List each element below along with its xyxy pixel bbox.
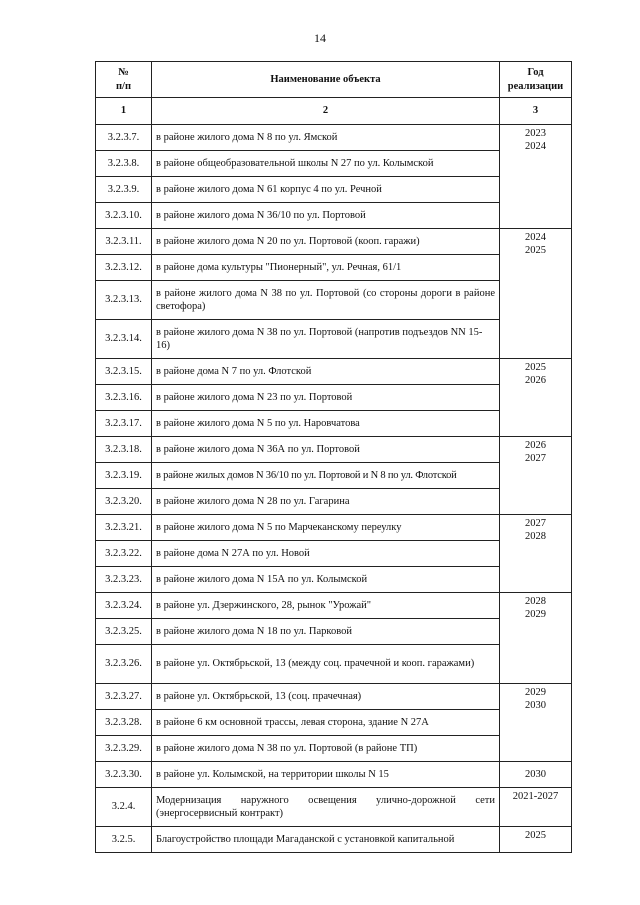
header-num: № п/п (96, 62, 152, 98)
object-name: в районе жилых домов N 36/10 по ул. Портовой и N 8 по ул. Флотской (152, 463, 500, 489)
row-number: 3.2.3.30. (96, 762, 152, 788)
object-name: в районе ул. Октябрьской, 13 (между соц. прачечной и кооп. гаражами) (152, 645, 500, 684)
object-name: в районе 6 км основной трассы, левая сторона, здание N 27А (152, 710, 500, 736)
table-row (96, 437, 572, 463)
year-value: 2028 (525, 531, 546, 543)
object-name: в районе жилого дома N 38 по ул. Портовой (напротив подъездов NN 15-16) (152, 320, 500, 359)
column-index: 3 (500, 98, 572, 125)
row-number: 3.2.3.16. (96, 385, 152, 411)
header-year: Год реализации (500, 62, 572, 98)
table-row (96, 515, 572, 541)
year-cell (500, 125, 572, 229)
year-cell (500, 788, 572, 827)
table-row (96, 229, 572, 255)
object-name: в районе жилого дома N 20 по ул. Портовой (кооп. гаражи) (152, 229, 500, 255)
objects-table (95, 61, 572, 853)
year-value: 2021-2027 (512, 791, 559, 802)
year-value: 2024 (525, 141, 546, 153)
year-value: 2030 (525, 768, 546, 780)
row-number: 3.2.3.9. (96, 177, 152, 203)
object-name: в районе общеобразовательной школы N 27 по ул. Колымской (152, 151, 500, 177)
row-number: 3.2.4. (96, 788, 152, 827)
object-name: в районе жилого дома N 38 по ул. Портовой (со стороны дороги в районе светофора) (152, 281, 500, 320)
object-name: в районе ул. Дзержинского, 28, рынок "Урожай" (152, 593, 500, 619)
year-value: 2025 (525, 245, 546, 257)
year-value: 2026 (525, 440, 546, 451)
year-value: 2023 (525, 128, 546, 139)
object-name: в районе дома культуры "Пионерный", ул. Речная, 61/1 (152, 255, 500, 281)
object-name: в районе жилого дома N 36А по ул. Портовой (152, 437, 500, 463)
row-number: 3.2.3.11. (96, 229, 152, 255)
row-number: 3.2.3.12. (96, 255, 152, 281)
year-cell (500, 684, 572, 762)
row-number: 3.2.3.19. (96, 463, 152, 489)
row-number: 3.2.3.8. (96, 151, 152, 177)
year-cell (500, 593, 572, 684)
table-row (96, 684, 572, 710)
year-cell (500, 229, 572, 359)
year-value: 2028 (525, 596, 546, 607)
year-value: 2029 (525, 609, 546, 621)
object-name: Благоустройство площади Магаданской с установкой капитальной (152, 827, 500, 853)
object-name: в районе жилого дома N 8 по ул. Ямской (152, 125, 500, 151)
object-name: в районе жилого дома N 36/10 по ул. Портовой (152, 203, 500, 229)
table-row (96, 125, 572, 151)
row-number: 3.2.3.20. (96, 489, 152, 515)
object-name: Модернизация наружного освещения улично-дорожной сети (энергосервисный контракт) (152, 788, 500, 827)
object-name: в районе жилого дома N 5 по Марчеканскому переулку (152, 515, 500, 541)
year-cell (500, 827, 572, 853)
row-number: 3.2.3.22. (96, 541, 152, 567)
row-number: 3.2.3.7. (96, 125, 152, 151)
object-name: в районе жилого дома N 15А по ул. Колымской (152, 567, 500, 593)
year-value: 2029 (525, 687, 546, 698)
object-name: в районе жилого дома N 38 по ул. Портовой (в районе ТП) (152, 736, 500, 762)
row-number: 3.2.3.26. (96, 645, 152, 684)
row-number: 3.2.3.10. (96, 203, 152, 229)
row-number: 3.2.3.25. (96, 619, 152, 645)
object-name: в районе жилого дома N 18 по ул. Парковой (152, 619, 500, 645)
row-number: 3.2.3.14. (96, 320, 152, 359)
year-value: 2027 (525, 453, 546, 465)
row-number: 3.2.3.13. (96, 281, 152, 320)
year-cell (500, 515, 572, 593)
row-number: 3.2.3.18. (96, 437, 152, 463)
table-row (96, 593, 572, 619)
object-name: в районе дома N 27А по ул. Новой (152, 541, 500, 567)
table-row (96, 788, 572, 827)
table-header-row (96, 62, 572, 98)
year-cell (500, 437, 572, 515)
object-name: в районе жилого дома N 5 по ул. Наровчатова (152, 411, 500, 437)
object-name: в районе жилого дома N 28 по ул. Гагарина (152, 489, 500, 515)
row-number: 3.2.3.17. (96, 411, 152, 437)
year-value: 2024 (525, 232, 546, 243)
page-number: 14 (314, 31, 326, 45)
object-name: в районе жилого дома N 23 по ул. Портовой (152, 385, 500, 411)
header-name: Наименование объекта (152, 62, 500, 98)
column-index: 2 (152, 98, 500, 125)
row-number: 3.2.3.21. (96, 515, 152, 541)
year-value: 2025 (525, 830, 546, 841)
object-name: в районе дома N 7 по ул. Флотской (152, 359, 500, 385)
year-value: 2026 (525, 375, 546, 387)
row-number: 3.2.5. (96, 827, 152, 853)
object-name: в районе ул. Колымской, на территории школы N 15 (152, 762, 500, 788)
row-number: 3.2.3.24. (96, 593, 152, 619)
year-value: 2027 (525, 518, 546, 529)
year-cell (500, 762, 572, 788)
row-number: 3.2.3.29. (96, 736, 152, 762)
table-row (96, 359, 572, 385)
column-index-row (96, 98, 572, 125)
object-name: в районе жилого дома N 61 корпус 4 по ул. Речной (152, 177, 500, 203)
row-number: 3.2.3.28. (96, 710, 152, 736)
row-number: 3.2.3.27. (96, 684, 152, 710)
year-value: 2025 (525, 362, 546, 373)
year-cell (500, 359, 572, 437)
row-number: 3.2.3.23. (96, 567, 152, 593)
table-row (96, 827, 572, 853)
year-value: 2030 (525, 700, 546, 712)
table-row (96, 762, 572, 788)
object-name: в районе ул. Октябрьской, 13 (соц. прачечная) (152, 684, 500, 710)
column-index: 1 (96, 98, 152, 125)
row-number: 3.2.3.15. (96, 359, 152, 385)
